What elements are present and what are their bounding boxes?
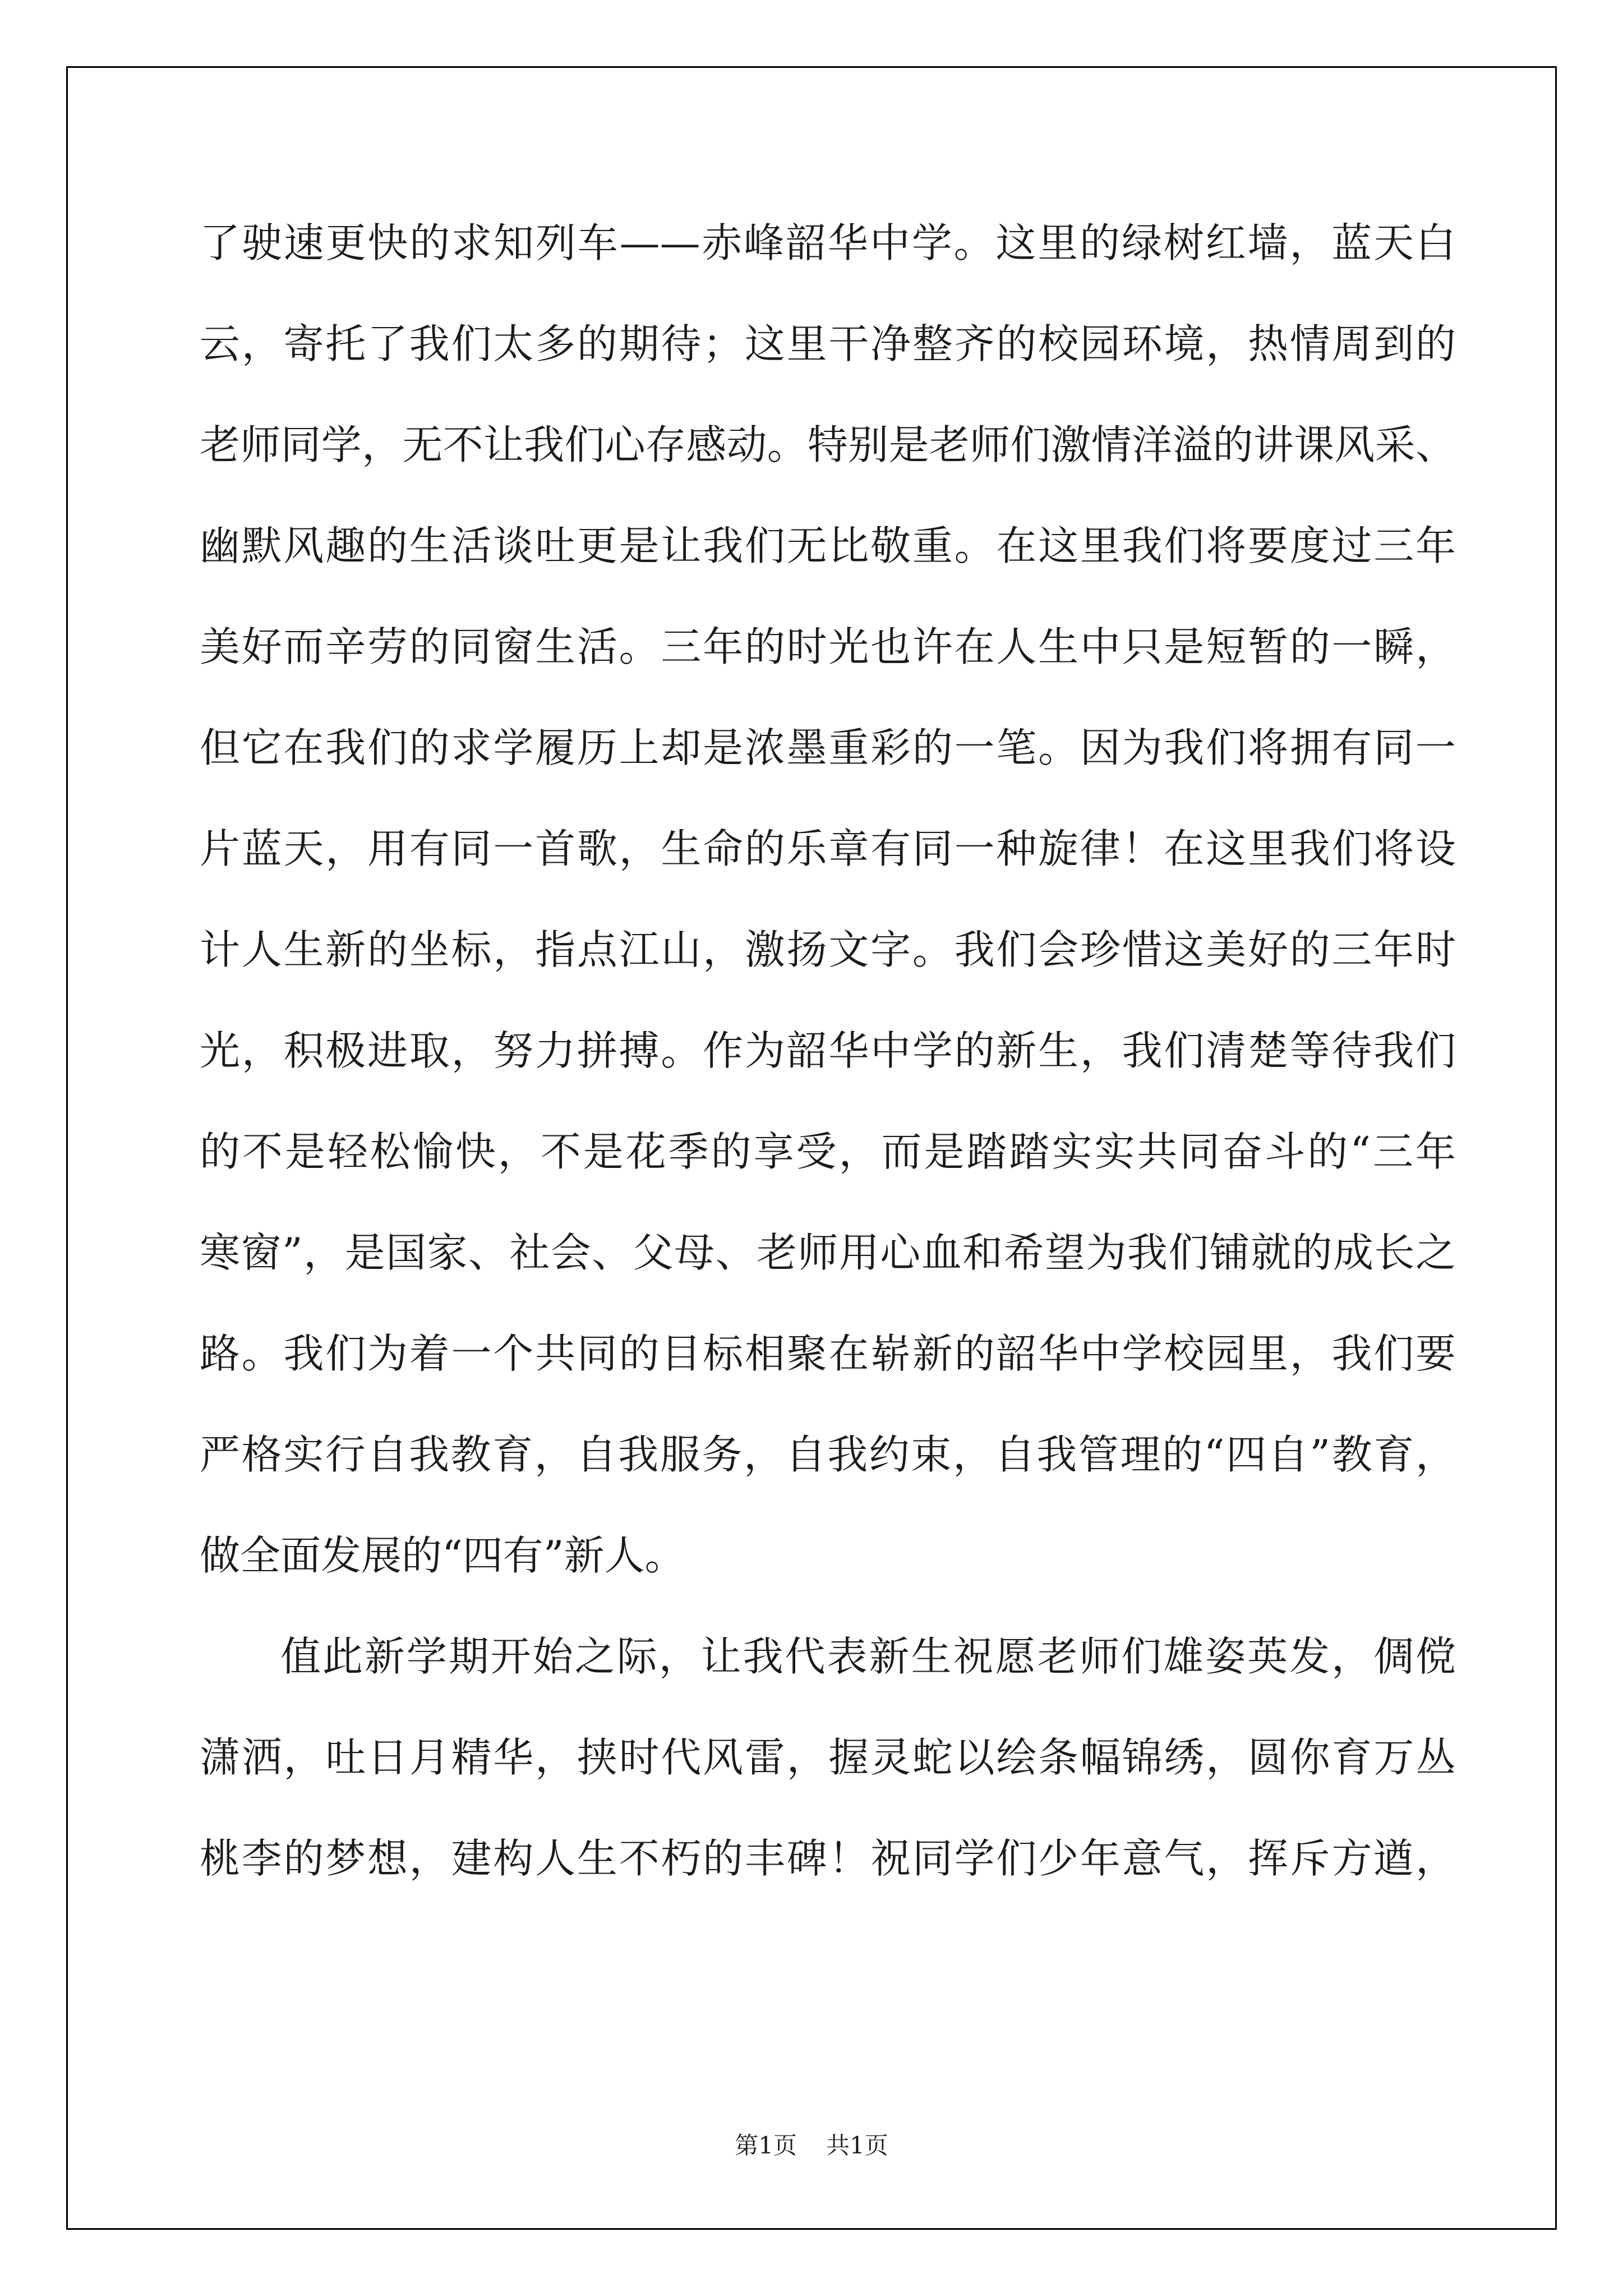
text-line: 桃李的梦想，建构人生不朽的丰碑！祝同学们少年意气，挥斥方遒， — [200, 1835, 1456, 1882]
text-line: 寒窗”，是国家、社会、父母、老师用心血和希望为我们铺就的成长之 — [200, 1229, 1456, 1276]
text-line: 值此新学期开始之际，让我代表新生祝愿老师们雄姿英发，倜傥 — [280, 1633, 1456, 1680]
text-line: 了驶速更快的求知列车——赤峰韶华中学。这里的绿树红墙，蓝天白 — [200, 219, 1456, 266]
text-line: 老师同学，无不让我们心存感动。特别是老师们激情洋溢的讲课风采、 — [200, 421, 1456, 468]
text-line: 计人生新的坐标，指点江山，激扬文字。我们会珍惜这美好的三年时 — [200, 926, 1456, 973]
text-line: 但它在我们的求学履历上却是浓墨重彩的一笔。因为我们将拥有同一 — [200, 724, 1456, 771]
page-footer — [0, 2129, 1623, 2162]
text-line: 美好而辛劳的同窗生活。三年的时光也许在人生中只是短暂的一瞬， — [200, 623, 1456, 670]
text-line: 严格实行自我教育，自我服务，自我约束，自我管理的“四自”教育， — [200, 1431, 1456, 1478]
page-count: 共1页 — [826, 2132, 888, 2159]
text-line: 的不是轻松愉快，不是花季的享受，而是踏踏实实共同奋斗的“三年 — [200, 1128, 1456, 1175]
text-line: 做全面发展的“四有”新人。 — [200, 1532, 685, 1579]
document-body — [200, 192, 1456, 1909]
page-number: 第1页 — [735, 2132, 797, 2159]
text-line: 路。我们为着一个共同的目标相聚在崭新的韶华中学校园里，我们要 — [200, 1330, 1456, 1377]
text-line: 光，积极进取，努力拼搏。作为韶华中学的新生，我们清楚等待我们 — [200, 1027, 1456, 1074]
text-line: 幽默风趣的生活谈吐更是让我们无比敬重。在这里我们将要度过三年 — [200, 522, 1456, 569]
text-line: 潇洒，吐日月精华，挟时代风雷，握灵蛇以绘条幅锦绣，圆你育万丛 — [200, 1734, 1456, 1781]
text-line: 片蓝天，用有同一首歌，生命的乐章有同一种旋律！在这里我们将设 — [200, 825, 1456, 872]
text-line: 云，寄托了我们太多的期待；这里干净整齐的校园环境，热情周到的 — [200, 320, 1456, 367]
